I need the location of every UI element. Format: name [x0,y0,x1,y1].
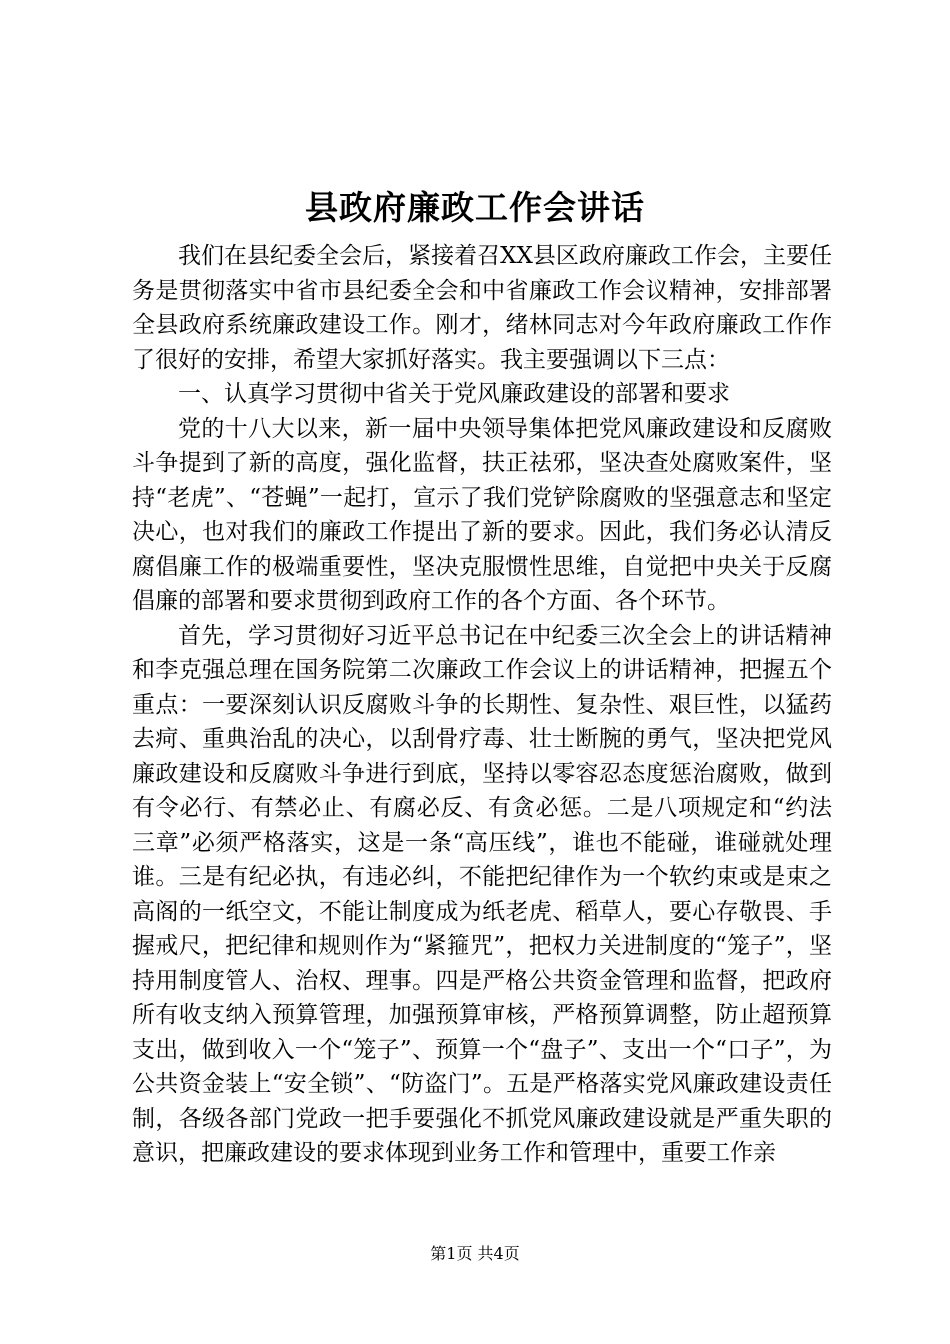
paragraph-first-point: 首先，学习贯彻好习近平总书记在中纪委三次全会上的讲话精神和李克强总理在国务院第二次廉政工作会议上的讲话精神，把握五个重点：一要深刻认识反腐败斗争的长期性、复杂性、艰巨性，以猛药去疴、重典治乱的决心，以刮骨疗毒、壮士断腕的勇气，坚决把党风廉政建设和反腐败斗争进行到底，坚持以零容忍态度惩治腐败，做到有令必行、有禁必止、有腐必反、有贪必惩。二是八项规定和“约法三章”必须严格落实，这是一条“高压线”，谁也不能碰，谁碰就处理谁。三是有纪必执，有违必纠，不能把纪律作为一个软约束或是束之高阁的一纸空文，不能让制度成为纸老虎、稻草人，要心存敬畏、手握戒尺，把纪律和规则作为“紧箍咒”，把权力关进制度的“笼子”，坚持用制度管人、治权、理事。四是严格公共资金管理和监督，把政府所有收支纳入预算管理，加强预算审核，严格预算调整，防止超预算支出，做到收入一个“笼子”、预算一个“盘子”、支出一个“口子”，为公共资金装上“安全锁”、“防盗门”。五是严格落实党风廉政建设责任制，各级各部门党政一把手要强化不抓党风廉政建设就是严重失职的意识，把廉政建设的要求体现到业务工作和管理中，重要工作亲 [132,622,832,1166]
paragraph-section-1: 党的十八大以来，新一届中央领导集体把党风廉政建设和反腐败斗争提到了新的高度，强化监督，扶正祛邪，坚决查处腐败案件，坚持“老虎”、“苍蝇”一起打，宣示了我们党铲除腐败的坚强意志和坚定决心，也对我们的廉政工作提出了新的要求。因此，我们务必认清反腐倡廉工作的极端重要性，坚决克服惯性思维，自觉把中央关于反腐倡廉的部署和要求贯彻到政府工作的各个方面、各个环节。 [132,415,832,614]
paragraph-intro: 我们在县纪委全会后，紧接着召XX县区政府廉政工作会，主要任务是贯彻落实中省市县纪委全会和中省廉政工作会议精神，安排部署全县政府系统廉政建设工作。刚才，绪林同志对今年政府廉政工作作了很好的安排，希望大家抓好落实。我主要强调以下三点： [132,243,832,373]
section-heading-1: 一、认真学习贯彻中省关于党风廉政建设的部署和要求 [178,381,730,407]
document-body [132,239,832,1171]
page-footer: 第1页 共4页 [430,1244,520,1263]
page-title: 县政府廉政工作会讲话 [305,188,645,227]
